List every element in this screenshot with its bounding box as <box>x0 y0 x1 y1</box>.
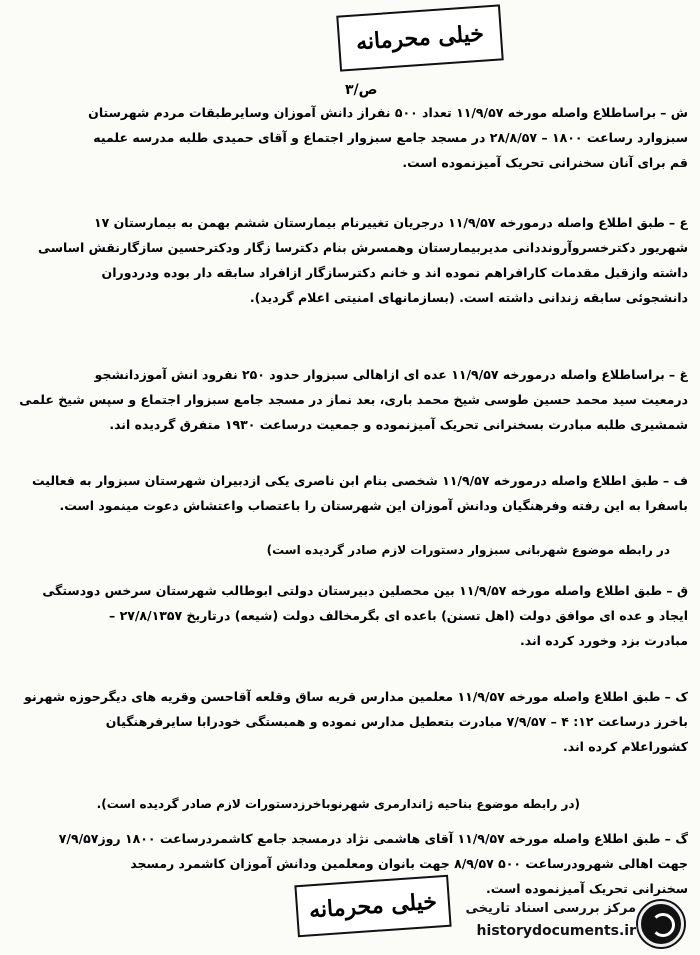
paragraph-marker: ع – <box>668 215 688 230</box>
paragraph-line: کشوراعلام کرده اند. <box>563 739 688 754</box>
paragraph-fe <box>18 468 688 518</box>
paragraph-marker: ک – <box>664 689 688 704</box>
paragraph-qaf <box>18 578 688 653</box>
paragraph-marker: گ – <box>664 831 688 846</box>
note-line: (در رابطه موضوع بناحیه ژاندارمری شهرنوباخرزدستورات لازم صادر گردیده است). <box>96 797 580 811</box>
paragraph-line: داشته وازقبل مقدمات کارافراهم نموده اند و خانم دکترسازگار ازافراد سابقه دار بوده ودردوران <box>101 265 688 280</box>
paragraph-sh <box>18 100 688 175</box>
paragraph-line: شهریور دکترخسروآرونددانی مدیربیمارستان وهمسرش بنام دکترسا زگار ودکترحسین سازگارنقش اساسی <box>38 240 688 255</box>
paragraph-line: براساطلاع واصله مورخه ۱۱/۹/۵۷ تعداد ۵۰۰ نفراز دانش آموزان وسایرطبقات مردم شهرستان <box>88 105 657 120</box>
paragraph-marker: ش – <box>660 105 688 120</box>
paragraph-line: طبق اطلاع واصله درمورخه ۱۱/۹/۵۷ درجریان تغییرنام بیمارستان ششم بهمن به بیمارستان ۱۷ <box>94 215 665 230</box>
paragraph-kaf <box>18 684 688 759</box>
page-number: ص/۳ <box>345 82 378 98</box>
paragraph-ghain <box>18 362 688 437</box>
classification-stamp-top: خیلی محرمانه <box>336 4 504 71</box>
paragraph-line: ایجاد و عده ای موافق دولت (اهل تسنن) باعده ای بگرمخالف دولت (شیعه) درتاریخ ۲۷/۸/۱۳۵۷ – <box>108 608 688 623</box>
note-line: در رابطه موضوع شهربانی سبزوار دستورات لازم صادر گردیده است) <box>266 543 670 557</box>
paragraph-line: طبق اطلاع واصله مورخه ۱۱/۹/۵۷ آقای هاشمی نژاد درمسجد جامع کاشمردرساعت ۱۸۰۰ روز۷/۹/۵۷ <box>58 831 661 846</box>
paragraph-line: قم برای آنان سخنرانی تحریک آمیزنموده است. <box>402 155 688 170</box>
paragraph-line: شمشیری طلبه مبادرت بسخنرانی تحریک آمیزنموده و جمعیت درساعت ۱۹۳۰ متفرق گردیده اند. <box>109 417 688 432</box>
note-gendarmerie <box>18 792 580 817</box>
paragraph-marker: غ – <box>668 367 688 382</box>
paragraph-line: مبادرت بزد وخورد کرده اند. <box>519 633 688 648</box>
paragraph-line: طبق اطلاع واصله درمورخه ۱۱/۹/۵۷ شخصی بنام ابن ناصری یکی ازدبیران شهرستان سبزوار به فعالیت <box>32 473 659 488</box>
paragraph-line: دانشجوئی سابقه زندانی داشته است. (بسازمانهای امنیتی اعلام گردید). <box>249 290 688 305</box>
archive-logo-icon <box>638 901 684 947</box>
paragraph-line: سخنرانی تحریک آمیزنموده است. <box>486 881 688 896</box>
watermark-url: historydocuments.ir <box>476 923 636 939</box>
classification-stamp-bottom: خیلی محرمانه <box>294 875 451 938</box>
paragraph-ain <box>18 210 688 310</box>
paragraph-line: طبق اطلاع واصله مورخه ۱۱/۹/۵۷ معلمین مدارس قریه ساق وقلعه آقاحسن وقریه های دیگرحوزه شهرنو <box>24 689 661 704</box>
note-shahrbani <box>18 538 670 563</box>
paragraph-line: طبق اطلاع واصله مورخه ۱۱/۹/۵۷ بین محصلین دبیرستان دولتی ابوطالب شهرستان سرخس دودستگی <box>42 583 663 598</box>
paragraph-line: درمعیت سید محمد حسین طوسی شیخ محمد باری، بعد نماز در مسجد جامع سبزوار اجتماع و سپس شیخ علمی <box>19 392 688 407</box>
paragraph-marker: ق – <box>666 583 688 598</box>
watermark-title: مرکز بررسی اسناد تاریخی <box>465 901 636 916</box>
paragraph-line: باخرز درساعت ۱۲: ۴ – ۷/۹/۵۷ مبادرت بتعطیل مدارس نموده و همبستگی خودرابا سایرفرهنگیان <box>105 714 688 729</box>
watermark <box>420 895 690 950</box>
paragraph-line: جهت اهالی شهرودرساعت ۵۰۰ ۸/۹/۵۷ جهت بانوان ومعلمین ودانش آموزان کاشمرد رمسجد <box>130 856 688 871</box>
paragraph-line: سبزوارد رساعت ۱۸۰۰ – ۲۸/۸/۵۷ در مسجد جامع سبزوار اجتماع و آقای حمیدی طلبه مدرسه علمیه <box>93 130 688 145</box>
paragraph-line: باسفرا به این رفته وفرهنگیان ودانش آموزان این شهرستان را باعتصاب واعتشاش دعوت مینمود است. <box>59 498 688 513</box>
paragraph-line: براساطلاع واصله درمورخه ۱۱/۹/۵۷ عده ای ازاهالی سبزوار حدود ۲۵۰ نفرود انش آموزدانشجو <box>94 367 665 382</box>
paragraph-marker: ف – <box>662 473 688 488</box>
